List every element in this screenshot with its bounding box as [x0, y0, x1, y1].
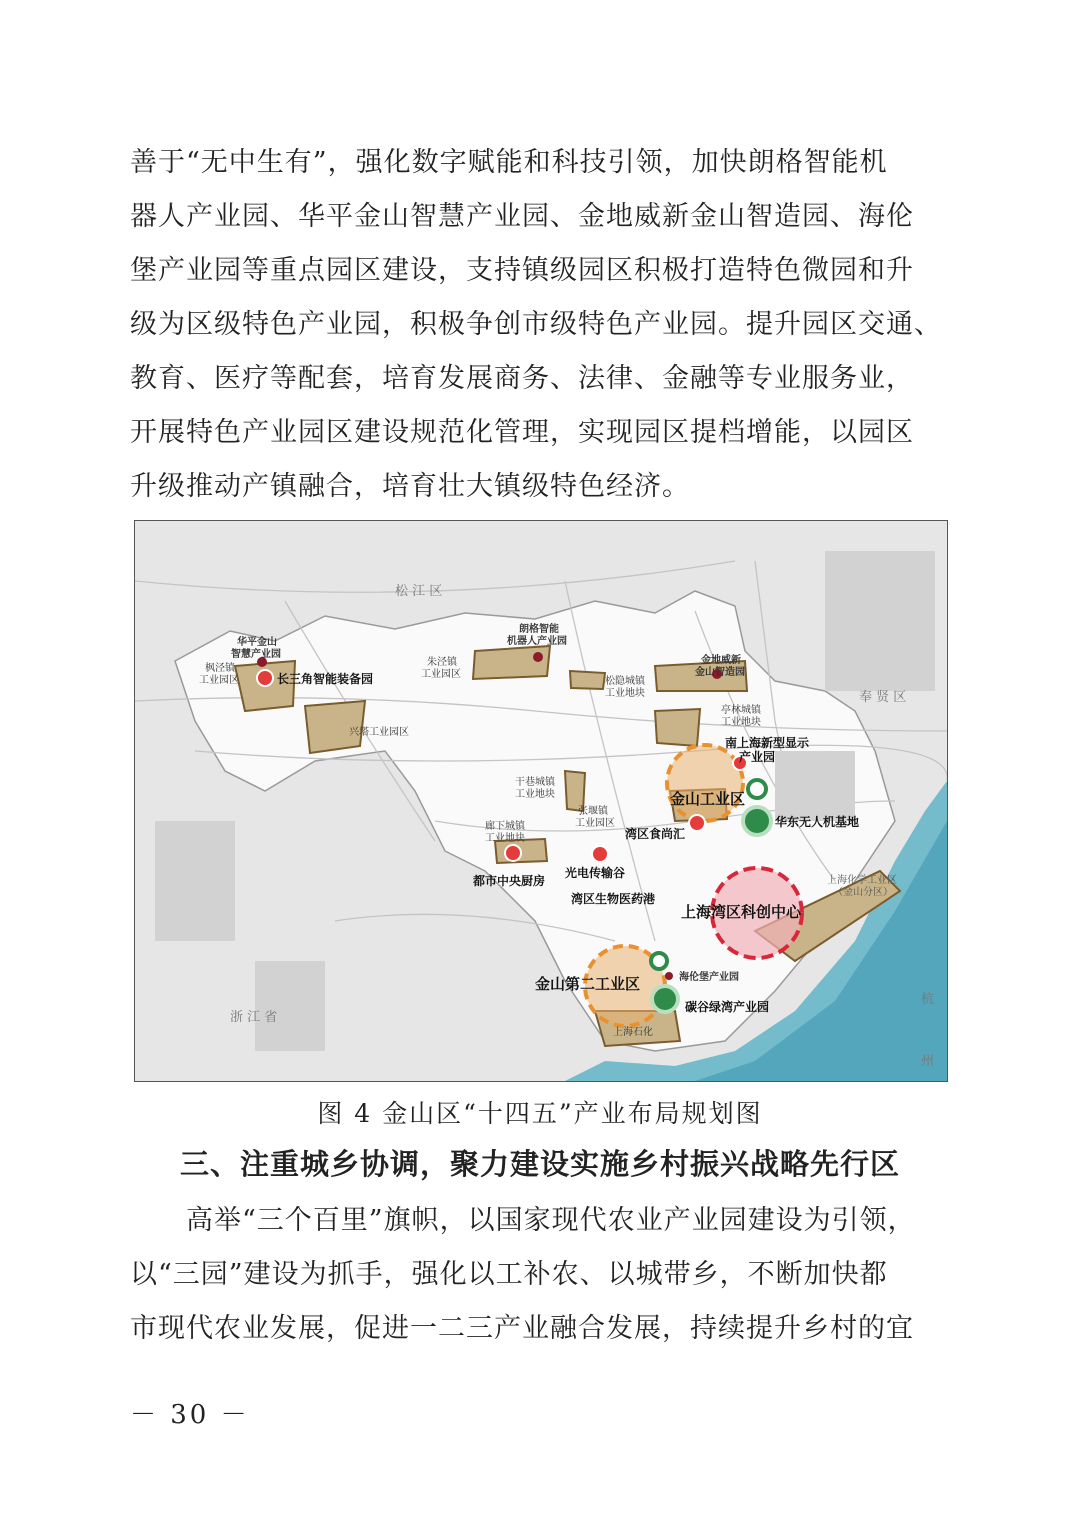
- region-label-hang: 杭: [921, 992, 935, 1007]
- label-songyin-2: 工业地块: [605, 688, 645, 699]
- label-zhujing-1: 朱泾镇: [427, 657, 457, 668]
- body-paragraph-2: [130, 1194, 952, 1356]
- label-jindi-1: 金地威新: [701, 655, 741, 666]
- paragraph-line: 升级推动产镇融合，培育壮大镇级特色经济。: [130, 471, 690, 502]
- label-langge-2: 机器人产业园: [507, 636, 567, 647]
- label-shanghai-chem-1: 上海化学工业区: [827, 875, 897, 886]
- region-label-zhejiang: 浙 江 省: [230, 1010, 278, 1025]
- paragraph-line: 市现代农业发展，促进一二三产业融合发展，持续提升乡村的宜: [130, 1313, 914, 1344]
- label-tangu: 碳谷绿湾产业园: [685, 1000, 770, 1014]
- label-ganxiang-2: 工业地块: [515, 789, 555, 800]
- label-guangdian: 光电传输谷: [565, 866, 626, 880]
- paragraph-line: 开展特色产业园区建设规范化管理，实现园区提档增能，以园区: [130, 417, 914, 448]
- paragraph-line: 教育、医疗等配套，培育发展商务、法律、金融等专业服务业，: [130, 363, 914, 394]
- label-wanqu-food: 湾区食尚汇: [625, 827, 686, 841]
- label-fengjing-1: 枫泾镇: [205, 663, 235, 674]
- label-fengjing-2: 工业园区: [199, 675, 239, 686]
- label-langxia-2: 工业地块: [485, 833, 525, 844]
- figure-caption: 图 4 金山区“十四五”产业布局规划图: [317, 1099, 763, 1128]
- label-jinshan-industrial: 金山工业区: [670, 790, 746, 808]
- label-jinshan-second: 金山第二工业区: [535, 975, 641, 993]
- label-langxia-1: 廊下城镇: [485, 821, 525, 832]
- section-heading: 三、注重城乡协调，聚力建设实施乡村振兴战略先行区: [179, 1147, 900, 1181]
- label-wanqu-bio: 湾区生物医药港: [571, 892, 656, 906]
- body-paragraph-1: [130, 136, 952, 514]
- label-jindi-2: 金山智造园: [695, 667, 745, 678]
- label-nanshanghai-2: 产业园: [739, 750, 776, 764]
- region-label-zhou: 州: [921, 1054, 935, 1069]
- region-label-songjiang: 松 江 区: [395, 584, 443, 599]
- label-changsanjiao: 长三角智能装备园: [277, 672, 374, 686]
- jinshan-industrial-circle: [667, 745, 746, 821]
- label-tinglin-1: 亭林城镇: [721, 705, 761, 716]
- paragraph-line: 善于“无中生有”，强化数字赋能和科技引领，加快朗格智能机: [130, 147, 888, 178]
- label-shanghai-chem-2: （金山分区）: [833, 887, 893, 898]
- label-langge-1: 朗格智能: [519, 624, 559, 635]
- label-tinglin-2: 工业地块: [721, 717, 761, 728]
- label-shanghai-petro: 上海石化: [613, 1027, 653, 1038]
- label-huaping-1: 华平金山: [237, 637, 277, 648]
- label-zhangyan-2: 工业园区: [575, 818, 615, 829]
- industrial-layout-map: [134, 520, 948, 1082]
- label-zhujing-2: 工业园区: [421, 669, 461, 680]
- map-svg: [135, 521, 947, 1081]
- label-zhangyan-1: 张堰镇: [578, 806, 608, 817]
- label-hailunbao: 海伦堡产业园: [679, 972, 739, 983]
- label-dushi-kitchen: 都市中央厨房: [473, 874, 546, 888]
- label-huadong-uav: 华东无人机基地: [775, 815, 860, 829]
- paragraph-line: 堡产业园等重点园区建设，支持镇级园区积极打造特色微园和升: [130, 255, 914, 286]
- label-xingta: 兴塔工业园区: [349, 727, 409, 738]
- label-ganxiang-1: 干巷城镇: [515, 777, 555, 788]
- paragraph-line: 器人产业园、华平金山智慧产业园、金地威新金山智造园、海伦: [130, 201, 914, 232]
- paragraph-line: 以“三园”建设为抓手，强化以工补农、以城带乡，不断加快都: [130, 1259, 888, 1290]
- label-huaping-2: 智慧产业园: [231, 649, 281, 660]
- paragraph-line: 级为区级特色产业园，积极争创市级特色产业园。提升园区交通、: [130, 309, 942, 340]
- region-label-fengxian: 奉 贤 区: [859, 690, 907, 705]
- page-number: － 30 －: [130, 1400, 250, 1430]
- label-wanqu-tech: 上海湾区科创中心: [681, 903, 802, 921]
- paragraph-line: 高举“三个百里”旗帜，以国家现代农业产业园建设为引领，: [130, 1205, 916, 1236]
- label-songyin-1: 松隐城镇: [605, 676, 645, 687]
- label-nanshanghai-1: 南上海新型显示: [725, 736, 810, 750]
